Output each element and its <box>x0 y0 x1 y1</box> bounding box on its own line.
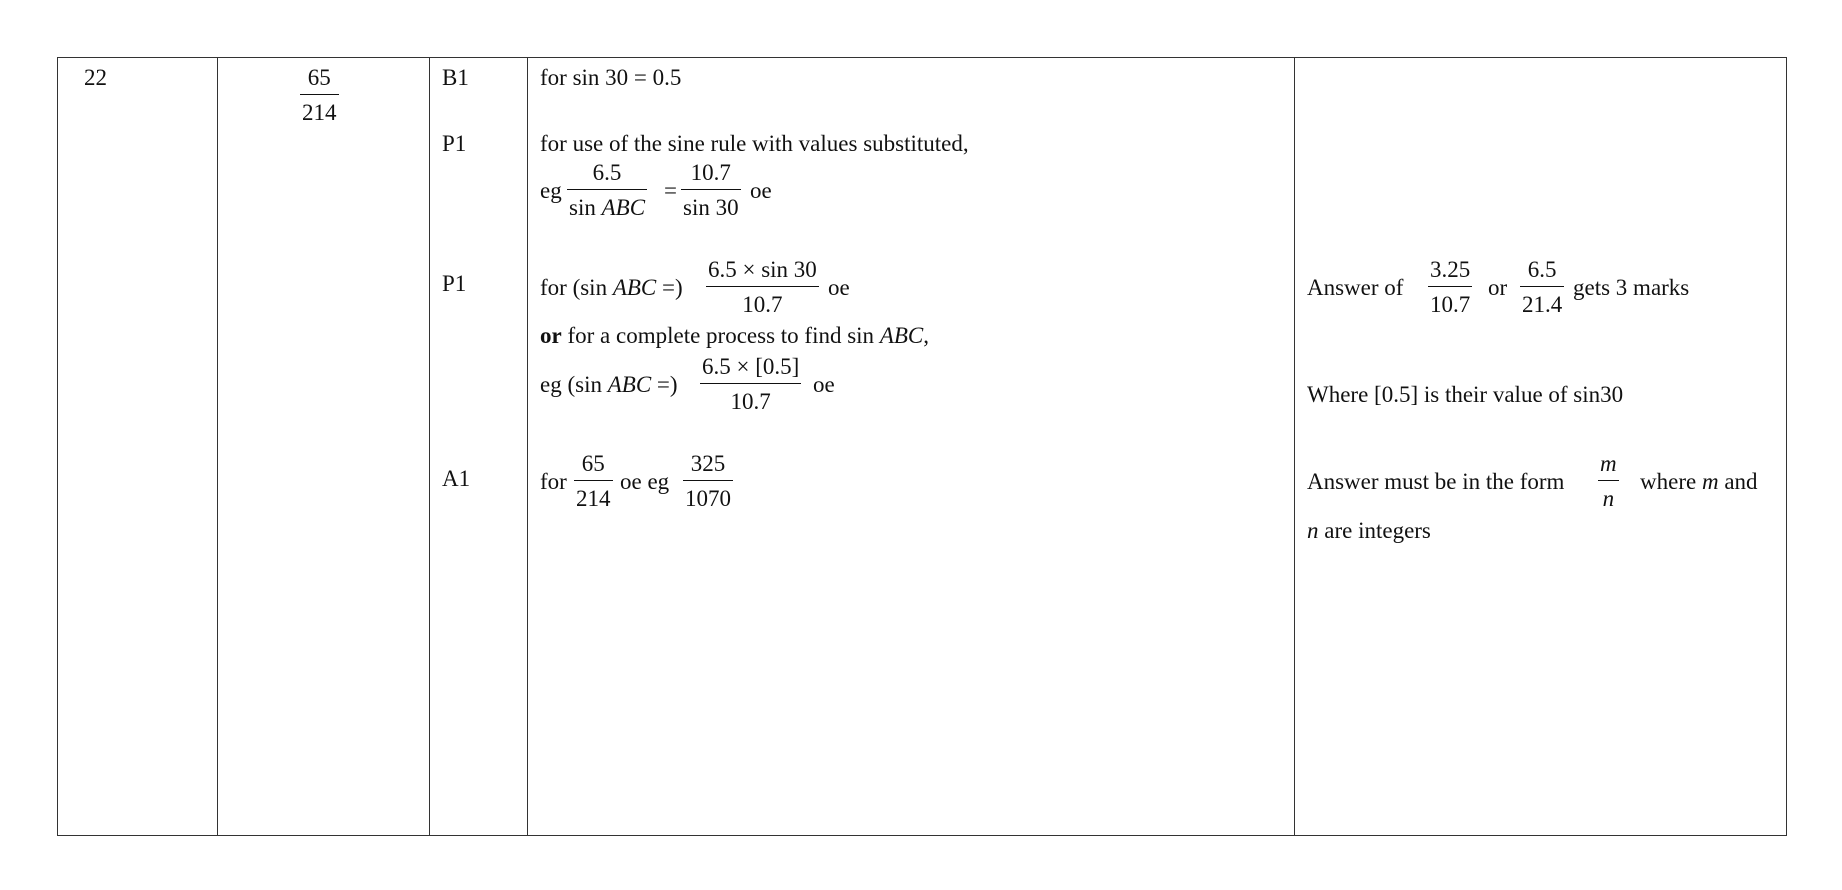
fraction-numerator: 3.25 <box>1428 258 1472 287</box>
variable-abc: ABC <box>607 372 652 397</box>
fraction-denominator: 10.7 <box>1430 292 1471 317</box>
answer-denominator: 214 <box>302 100 337 125</box>
equals-sign: = <box>664 178 677 203</box>
column-divider <box>429 57 430 836</box>
mark-code: A1 <box>442 466 471 491</box>
or-label: or <box>1488 275 1508 300</box>
variable-abc: ABC <box>601 195 646 220</box>
column-divider <box>217 57 218 836</box>
note-fraction <box>1520 258 1564 316</box>
sine-fraction <box>700 355 801 413</box>
note-text: where m and <box>1640 469 1758 494</box>
fraction-denominator: 10.7 <box>730 389 771 414</box>
mark-code: P1 <box>442 131 467 156</box>
fraction-denominator: 1070 <box>685 486 731 511</box>
mark-code: B1 <box>442 65 469 90</box>
note-text: n are integers <box>1307 518 1431 543</box>
fraction-denominator: n <box>1602 486 1615 511</box>
fraction-denominator: 214 <box>576 486 611 511</box>
fraction-denominator: sin 30 <box>683 195 739 220</box>
mark-criterion: for sin 30 = 0.5 <box>540 65 682 90</box>
oe-eg-label: oe eg <box>620 469 670 494</box>
variable-abc: ABC <box>612 275 657 300</box>
fraction-numerator: 6.5 <box>567 161 647 190</box>
fraction-numerator: 6.5 × [0.5] <box>700 355 801 384</box>
question-number: 22 <box>84 65 107 90</box>
for-label: for <box>540 469 567 494</box>
oe-label: oe <box>828 275 850 300</box>
sine-fraction <box>706 258 819 316</box>
note-text: gets 3 marks <box>1573 275 1690 300</box>
variable-abc: ABC <box>879 323 924 348</box>
sin-text: sin <box>569 195 602 220</box>
fraction-numerator: m <box>1598 452 1619 481</box>
oe-label: oe <box>813 372 835 397</box>
fraction-numerator: 6.5 × sin 30 <box>706 258 819 287</box>
or-bold: or <box>540 323 562 348</box>
answer-numerator: 65 <box>300 66 339 95</box>
fraction-numerator: 65 <box>574 452 613 481</box>
note-fraction <box>1428 258 1472 316</box>
sine-rule-fraction <box>681 161 741 219</box>
sine-rule-fraction <box>567 161 647 219</box>
note-text: Where [0.5] is their value of sin30 <box>1307 382 1624 407</box>
fraction-denominator <box>567 190 647 219</box>
fraction-numerator: 6.5 <box>1520 258 1564 287</box>
answer-fraction <box>300 66 339 124</box>
fraction-denominator: 10.7 <box>742 292 783 317</box>
eg-label: eg (sin ABC =) <box>540 372 678 397</box>
mark-scheme-table <box>57 57 1787 836</box>
oe-label: oe <box>750 178 772 203</box>
fraction-numerator: 10.7 <box>681 161 741 190</box>
fraction-numerator: 325 <box>683 452 733 481</box>
mark-criterion: for use of the sine rule with values substituted, <box>540 131 969 156</box>
answer-fraction <box>574 452 613 510</box>
eg-label: eg <box>540 178 562 203</box>
column-divider <box>1294 57 1295 836</box>
column-divider <box>527 57 528 836</box>
note-text: Answer must be in the form <box>1307 469 1565 494</box>
equivalent-fraction <box>683 452 733 510</box>
form-fraction <box>1598 452 1619 510</box>
fraction-denominator: 21.4 <box>1522 292 1563 317</box>
note-text: Answer of <box>1307 275 1404 300</box>
mark-criterion: for (sin ABC =) <box>540 275 683 300</box>
mark-criterion: or for a complete process to find sin ABC, <box>540 323 930 348</box>
mark-code: P1 <box>442 271 467 296</box>
